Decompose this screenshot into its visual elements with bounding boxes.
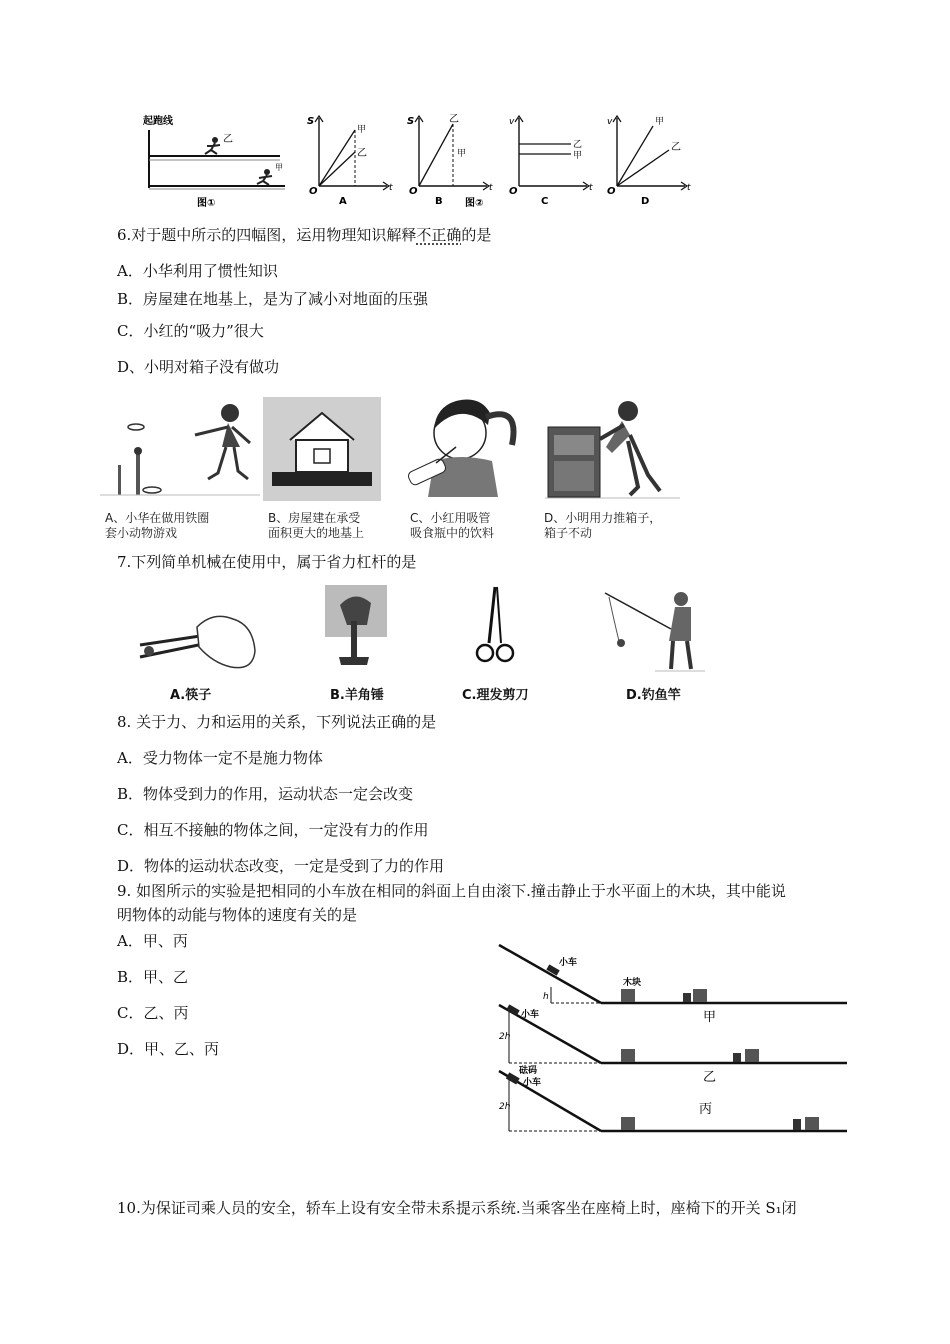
svg-text:O: O [607,186,616,197]
svg-text:v: v [509,117,515,127]
q7-figures [135,585,710,685]
runner-yi-label: 乙 [223,134,233,145]
incline-yi [499,1004,847,1085]
q8-option-d[interactable]: D．物体的运动状态改变，一定是受到了力的作用 [117,857,445,875]
svg-text:v: v [607,117,613,127]
svg-text:乙: 乙 [671,142,681,153]
q6-option-d[interactable]: D、小明对箱子没有做功 [117,358,280,376]
svg-text:O: O [409,186,418,197]
svg-text:丙: 丙 [699,1102,713,1117]
svg-text:乙: 乙 [449,114,459,125]
q6-caption-c: C、小红用吸管 吸食瓶中的饮料 [410,511,495,540]
q9-stem-line1: 9. 如图所示的实验是把相同的小车放在相同的斜面上自由滚下.撞击静止于水平面上的木块，其中能说 [117,882,786,900]
graph-c [509,116,593,207]
q7-label-a: A.筷子 [170,688,212,703]
scissors-icon [477,587,513,661]
svg-text:甲: 甲 [457,149,467,159]
boy-pushing-box-icon [545,401,680,498]
fishing-rod-icon [605,592,705,671]
svg-text:甲: 甲 [703,1010,717,1025]
q8-option-a[interactable]: A．受力物体一定不是施力物体 [117,749,323,767]
q6-caption-a: A、小华在做用铁圈 套小动物游戏 [105,511,210,540]
svg-text:O: O [509,186,518,197]
svg-text:C: C [541,196,549,207]
graph-a [307,116,393,207]
svg-text:甲: 甲 [573,151,583,161]
svg-text:t: t [389,183,393,193]
figure-1-track [143,114,285,209]
svg-text:小车: 小车 [521,1010,540,1020]
q7-label-c: C.理发剪刀 [462,688,529,703]
svg-text:小车: 小车 [523,1078,542,1088]
svg-text:t: t [489,183,493,193]
svg-text:木块: 木块 [623,978,642,988]
svg-text:S: S [407,116,415,127]
runner-yi-icon [205,137,220,154]
q9-option-a[interactable]: A．甲、丙 [117,932,188,950]
claw-hammer-icon [325,585,387,665]
incline-jia [499,945,847,1025]
q6-option-c[interactable]: C．小红的“吸力”很大 [117,322,264,340]
svg-text:砝码: 砝码 [519,1066,538,1076]
svg-text:小车: 小车 [559,958,578,968]
svg-text:O: O [309,186,318,197]
q6-caption-d: D、小明用力推箱子， 箱子不动 [544,511,662,540]
svg-text:D: D [641,196,650,207]
q8-stem: 8. 关于力、力和运用的关系，下列说法正确的是 [117,713,437,731]
q9-incline-figure [495,935,855,1140]
graph-d [607,116,691,207]
svg-text:A: A [339,196,347,207]
q6-stem: 6.对于题中所示的四幅图，运用物理知识解释不正确的是 [117,226,492,244]
start-line-label: 起跑线 [143,116,173,127]
svg-text:2h: 2h [499,1032,511,1042]
q9-option-b[interactable]: B．甲、乙 [117,968,189,986]
svg-text:h: h [543,992,549,1002]
q9-option-c[interactable]: C．乙、丙 [117,1004,189,1022]
q7-label-d: D.钓鱼竿 [626,688,681,703]
svg-text:t: t [687,183,691,193]
svg-text:t: t [589,183,593,193]
figure-1-caption: 图① [197,198,216,209]
runner-jia-icon [257,169,272,185]
incline-bing [499,1064,847,1131]
figure-2-caption: 图② [465,198,484,209]
q9-option-d[interactable]: D．甲、乙、丙 [117,1040,220,1058]
runner-jia-label: 甲 [275,163,283,172]
svg-text:甲: 甲 [655,117,665,127]
ring-toss-girl-icon [100,404,260,495]
graph-b [407,113,493,209]
svg-text:乙: 乙 [573,140,583,150]
q7-stem: 7.下列简单机械在使用中，属于省力杠杆的是 [117,553,417,571]
svg-text:乙: 乙 [703,1070,717,1085]
q6-caption-b: B、房屋建在承受 面积更大的地基上 [268,511,365,540]
motion-figure-svg [135,110,705,215]
q10-stem: 10.为保证司乘人员的安全，轿车上设有安全带未系提示系统.当乘客坐在座椅上时，座椅下的开关 S₁闭 [117,1199,797,1217]
q6-stem-emphasis: 不正确 [416,226,462,244]
svg-text:甲: 甲 [357,125,367,135]
q9-stem-line2: 明物体的动能与物体的速度有关的是 [117,906,358,924]
motion-figure [135,110,705,215]
girl-drinking-icon [407,400,514,498]
svg-text:2h: 2h [499,1102,511,1112]
q6-option-b[interactable]: B．房屋建在地基上，是为了减小对地面的压强 [117,290,429,308]
svg-text:乙: 乙 [357,148,367,159]
q6-option-a[interactable]: A．小华利用了惯性知识 [117,262,278,280]
q6-figures [100,395,690,510]
svg-text:S: S [307,116,315,127]
q7-label-b: B.羊角锤 [330,688,384,703]
q8-option-c[interactable]: C．相互不接触的物体之间，一定没有力的作用 [117,821,429,839]
q8-option-b[interactable]: B．物体受到力的作用，运动状态一定会改变 [117,785,414,803]
chopsticks-icon [140,616,255,667]
house-foundation-icon [263,397,381,501]
svg-text:B: B [435,196,443,207]
